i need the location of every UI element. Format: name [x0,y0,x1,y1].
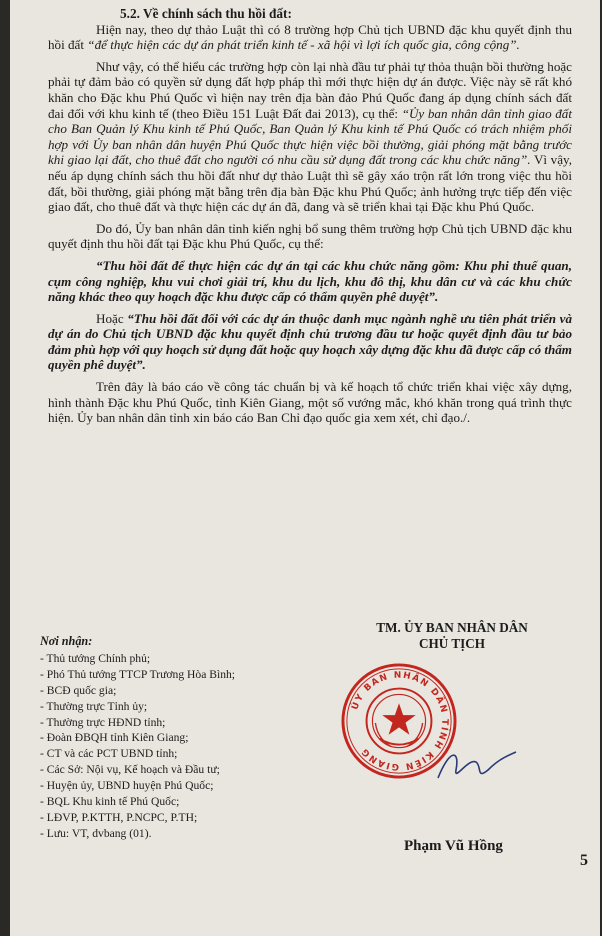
recipient-item: - Phó Thủ tướng TTCP Trương Hòa Bình; [40,667,236,681]
paragraph-2-quote: “Ủy ban nhân dân tỉnh giao đất cho Ban Quản lý Khu kinh tế Phú Quốc, Ban Quản lý Khu kinh tế Phú Quốc có trách nhiệm phối hợp với Ủy ban nhân dân huyện Phú Quốc thực hiện việc bồi thường, giải phóng mặt bằng trước khi giao lại đất, cho thuê đất cho người có nhu cầu sử dụng đất trong các khu chức năng”. [48,105,572,168]
recipient-item: - BQL Khu kinh tế Phú Quốc; [40,795,180,809]
signer-name: Phạm Vũ Hồng [404,838,503,854]
document-page [10,0,600,936]
signature-org: TM. ỦY BAN NHÂN DÂN [376,620,528,635]
recipient-item: - CT và các PCT UBND tỉnh; [40,747,178,761]
paragraph-5 [48,311,572,373]
recipients-block [40,634,330,842]
recipient-item: - Lưu: VT, dvbang (01). [40,826,152,840]
paragraph-2-text: Như vậy, có thể hiểu các trường hợp còn lại nhà đầu tư phải tự thỏa thuận bồi thường hoặc phải tự đảm bảo có quyền sử dụng đất hợp pháp thì mới thực hiện dự án được. Việc này sẽ rất khó khăn cho Đặc khu Phú Quốc vì hiện nay trên địa bàn đảo Phú Quốc đang áp dụng chính sách đất đai đối với khu kinh tế (theo Điều 151 Luật Đất đai 2013), cụ thể: [48,58,572,121]
recipient-item: - Thường trực Tỉnh ủy; [40,699,148,713]
recipient-item: - LĐVP, P.KTTH, P.NCPC, P.TH; [40,810,198,824]
signature-role: CHỦ TỊCH [418,636,486,651]
recipient-item: - Đoàn ĐBQH tỉnh Kiên Giang; [40,731,189,745]
section-heading: 5.2. Về chính sách thu hồi đất: [120,6,292,21]
recipient-item: - Các Sở: Nội vụ, Kế hoạch và Đầu tư; [40,763,220,777]
page-number: 5 [580,852,588,869]
recipient-item: - Thủ tướng Chính phủ; [40,651,151,665]
paragraph-3: Do đó, Ủy ban nhân dân tỉnh kiến nghị bổ sung thêm trường hợp Chủ tịch UBND đặc khu quyết định thu hồi đất tại Đặc khu Phú Quốc, cụ thể: [48,220,572,252]
recipients-list [40,651,330,842]
paragraph-6: Trên đây là báo cáo về công tác chuẩn bị và kế hoạch tổ chức triển khai việc xây dựng, hình thành Đặc khu Phú Quốc, tỉnh Kiên Giang, một số vướng mắc, khó khăn trong quá trình thực hiện. Ủy ban nhân dân tỉnh xin báo cáo Ban Chỉ đạo quốc gia xem xét, chỉ đạo./. [48,379,572,426]
document-body [48,6,572,426]
recipients-title: Nơi nhận: [40,634,93,648]
signature-block [332,620,572,854]
paragraph-5-quote: “Thu hồi đất đối với các dự án thuộc danh mục ngành nghề ưu tiên phát triển và dự án do Chủ tịch UBND đặc khu quyết định chủ trương đầu tư hoặc quyết định đầu tư bảo đảm phù hợp với quy hoạch sử dụng đất hoặc quy hoạch xây dựng đặc khu đã được cấp có thẩm quyền phê duyệt”. [48,310,573,373]
paragraph-5-text: Hoặc [96,310,128,326]
paragraph-2-tail: Vì vậy, nếu áp dụng chính sách thu hồi đất như dự thảo Luật thì sẽ gây xáo trộn rất lớn trong việc thu hồi đất, bồi thường, giải phóng mặt bằng trên địa bàn Đặc khu Phú Quốc; ảnh hưởng trực tiếp đến việc giao đất, cho thuê đất và thực hiện các dự án đã, đang và sẽ triển khai tại Đặc khu Phú Quốc. [48,152,573,215]
recipient-item: - Huyện ủy, UBND huyện Phú Quốc; [40,779,214,793]
paragraph-1-quote: “để thực hiện các dự án phát triển kinh tế - xã hội vì lợi ích quốc gia, công cộng”. [87,37,520,53]
paragraph-1-text: Hiện nay, theo dự thảo Luật thì có 8 trường hợp Chủ tịch UBND đặc khu quyết định thu hồi đất [48,21,572,53]
paragraph-4-quote: “Thu hồi đất để thực hiện các dự án tại các khu chức năng gồm: Khu phi thuế quan, cụm công nghiệp, khu vui chơi giải trí, khu du lịch, khu đô thị, khu dân cư và các khu chức năng khác theo quy hoạch đặc khu được cấp có thẩm quyền phê duyệt”. [48,257,572,305]
handwritten-signature-icon [432,740,522,790]
svg-text:ỦY BAN NHÂN DÂN TỈNH KIÊN GIAN: ỦY BAN NHÂN DÂN TỈNH KIÊN GIANG [350,670,450,772]
recipient-item: - Thường trực HĐND tỉnh; [40,715,166,729]
paragraph-1 [48,22,572,53]
paragraph-2 [48,59,572,215]
recipient-item: - BCĐ quốc gia; [40,683,117,697]
